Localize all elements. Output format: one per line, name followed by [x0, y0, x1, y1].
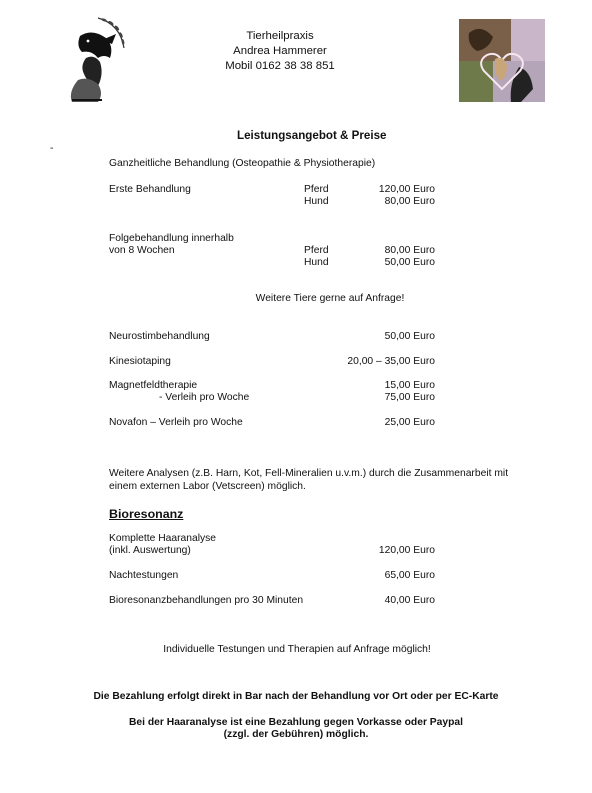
neuro-price: 50,00 Euro: [384, 331, 435, 342]
bioresonanz-heading: Bioresonanz: [109, 507, 184, 521]
haaranalyse-price: 120,00 Euro: [378, 545, 435, 556]
page-title: Leistungsangebot & Preise: [237, 129, 387, 142]
verleih-price: 75,00 Euro: [384, 392, 435, 403]
erste-pferd-price: 120,00 Euro: [378, 184, 435, 195]
novafon-price: 25,00 Euro: [384, 417, 435, 428]
header-line-1: Tierheilpraxis: [246, 30, 314, 42]
stray-dash: -: [50, 143, 54, 154]
footer-payment-line-3: (zzgl. der Gebühren) möglich.: [223, 729, 369, 740]
folge-hund-label: Hund: [304, 257, 329, 268]
section-heading-ganzheitlich: Ganzheitliche Behandlung (Osteopathie & Physiotherapie): [109, 158, 376, 169]
kinesio-label: Kinesiotaping: [109, 356, 171, 367]
individuelle-note: Individuelle Testungen und Therapien auf Anfrage möglich!: [163, 644, 431, 655]
horse-rider-logo-icon: [58, 14, 136, 106]
magnet-label: Magnetfeldtherapie: [109, 380, 198, 391]
erste-hund-price: 80,00 Euro: [384, 196, 435, 207]
haaranalyse-label-2: (inkl. Auswertung): [109, 545, 191, 556]
verleih-label: - Verleih pro Woche: [159, 392, 250, 403]
analysen-line-1: Weitere Analysen (z.B. Harn, Kot, Fell-Mineralien u.v.m.) durch die Zusammenarbeit mit: [109, 468, 509, 479]
header-line-2: Andrea Hammerer: [233, 45, 327, 57]
bioresonanz-30-label: Bioresonanzbehandlungen pro 30 Minuten: [109, 595, 304, 606]
footer-payment-line-1: Die Bezahlung erfolgt direkt in Bar nach der Behandlung vor Ort oder per EC-Karte: [93, 691, 499, 702]
folge-hund-price: 50,00 Euro: [384, 257, 435, 268]
kinesio-price: 20,00 – 35,00 Euro: [347, 356, 435, 367]
erste-hund-label: Hund: [304, 196, 329, 207]
erste-pferd-label: Pferd: [304, 184, 329, 195]
folge-label-2: von 8 Wochen: [109, 245, 175, 256]
magnet-price: 15,00 Euro: [384, 380, 435, 391]
nachtestungen-label: Nachtestungen: [109, 570, 179, 581]
haaranalyse-label-1: Komplette Haaranalyse: [109, 533, 217, 544]
analysen-line-2: einem externen Labor (Vetscreen) möglich.: [109, 481, 306, 492]
erste-behandlung-label: Erste Behandlung: [109, 184, 191, 195]
horse-photo-collage-icon: [459, 19, 545, 102]
nachtestungen-price: 65,00 Euro: [384, 570, 435, 581]
bioresonanz-30-price: 40,00 Euro: [384, 595, 435, 606]
folge-label-1: Folgebehandlung innerhalb: [109, 233, 234, 244]
weitere-tiere-note: Weitere Tiere gerne auf Anfrage!: [255, 293, 405, 304]
folge-pferd-price: 80,00 Euro: [384, 245, 435, 256]
footer-payment-line-2: Bei der Haaranalyse ist eine Bezahlung gegen Vorkasse oder Paypal: [128, 717, 464, 728]
folge-pferd-label: Pferd: [304, 245, 329, 256]
novafon-label: Novafon – Verleih pro Woche: [109, 417, 243, 428]
neuro-label: Neurostimbehandlung: [109, 331, 210, 342]
header-line-3: Mobil 0162 38 38 851: [225, 60, 335, 72]
